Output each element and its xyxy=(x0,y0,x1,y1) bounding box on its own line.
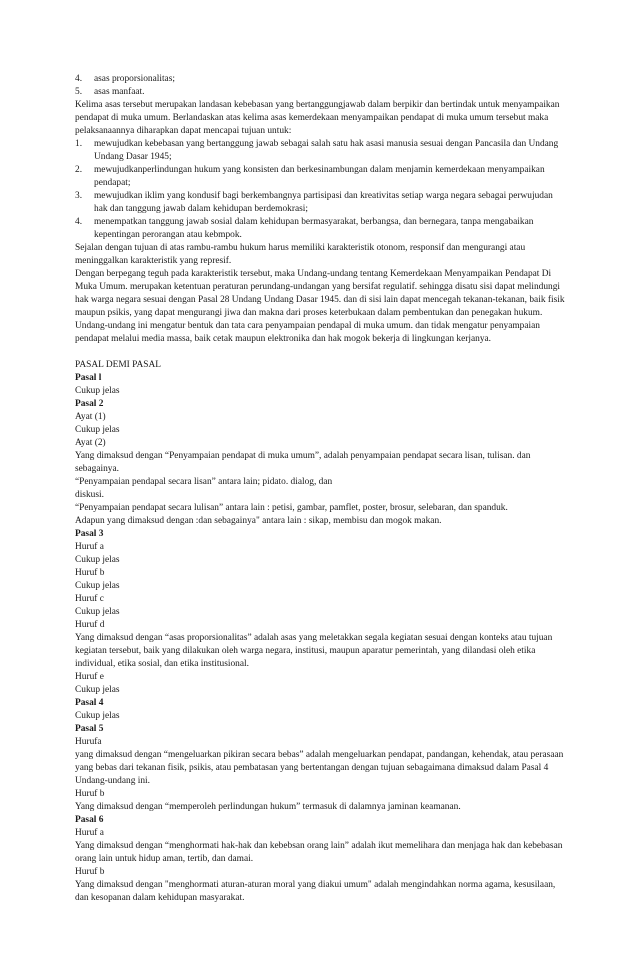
huruf-label: Huruf e xyxy=(75,672,104,682)
pasal-title: Pasal 3 xyxy=(75,529,104,539)
list-item xyxy=(75,164,565,190)
pasal-title: Pasal l xyxy=(75,373,102,383)
huruf-label: Huruf b xyxy=(75,568,105,578)
list-item xyxy=(75,86,565,99)
spacer xyxy=(75,346,565,359)
list-number: 3. xyxy=(75,191,83,201)
list-number: 2. xyxy=(75,165,83,175)
huruf-body: yang dimaksud dengan “mengeluarkan pikiran secara bebas” adalah mengeluarkan pendapat, pandangan, kehendak, atau perasaan yang bebas dari tekanan fisik, psikis, atau pembatasan yang bertentangan dengan tujuan sebagaimana dimaksud dalam Pasal 4 Undang-undang ini. xyxy=(75,750,564,786)
section-heading: PASAL DEMI PASAL xyxy=(75,360,161,370)
ayat-body: Cukup jelas xyxy=(75,425,120,435)
huruf-body: Cukup jelas xyxy=(75,581,120,591)
paragraph-sejalan: Sejalan dengan tujuan di atas rambu-rambu hukum harus memiliki karakteristik otonom, responsif dan mengurangi atau meninggalkan karakteristik yang represif. xyxy=(75,243,526,266)
list-item xyxy=(75,73,565,86)
huruf-label: Huruf d xyxy=(75,620,105,630)
ayat-body: Adapun yang dimaksud dengan :dan sebagainya" antara lain : sikap, membisu dan mogok makan. xyxy=(75,516,442,526)
huruf-label: Huruf b xyxy=(75,789,105,799)
huruf-body: Cukup jelas xyxy=(75,607,120,617)
huruf-label: Hurufa xyxy=(75,737,102,747)
list-text: menempatkan tanggung jawab sosial dalam kehidupan bermasyarakat, berbangsa, dan bernegara, tanpa mengabaikan kepentingan perorangan atau kebmpok. xyxy=(94,217,534,240)
list-item xyxy=(75,190,565,216)
paragraph-undang-undang: Undang-undang ini mengatur bentuk dan tata cara penyampaian pendapal di muka umum. dan tidak mengatur penyampaian pendapat melalui media massa, baik cetak maupun elektronika dan hak mogok bekerja di lingkungan kerjanya. xyxy=(75,321,540,344)
pasal-title: Pasal 6 xyxy=(75,815,104,825)
ayat-body: “Penyampaian pendapal secara lisan” antara lain; pidato. dialog, dan xyxy=(75,477,333,487)
ayat-label: Ayat (1) xyxy=(75,412,106,422)
huruf-body: Cukup jelas xyxy=(75,555,120,565)
pasal-title: Pasal 4 xyxy=(75,698,104,708)
huruf-body: Yang dimaksud dengan "menghormati aturan-aturan moral yang diakui umum" adalah mengindahkan norma agama, kesusilaan, dan kesopanan dalam kehidupan masyarakat. xyxy=(75,880,556,903)
list-item xyxy=(75,138,565,164)
ayat-body: “Penyampaian pendapat secara lulisan” antara lain : petisi, gambar, pamflet, poster, brosur, selebaran, dan spanduk. xyxy=(75,503,508,513)
list-item xyxy=(75,216,565,242)
pasal-body: Cukup jelas xyxy=(75,386,120,396)
list-text: mewujudkan kebebasan yang bertanggung jawab sebagai salah satu hak asasi manusia sesuai dengan Pancasila dan Undang Undang Dasar 1945; xyxy=(94,139,559,162)
list-text: mewujudkan iklim yang kondusif bagi berkembangnya partisipasi dan kreativitas setiap warga negara sebagai perwujudan hak dan tanggung jawab dalam kehidupan berdemokrasi; xyxy=(94,191,553,214)
huruf-body: Cukup jelas xyxy=(75,685,120,695)
list-text: asas manfaat. xyxy=(94,87,145,97)
list-number: 1. xyxy=(75,139,83,149)
ayat-label: Ayat (2) xyxy=(75,438,106,448)
ayat-body: Yang dimaksud dengan “Penyampaian pendapat di muka umum”, adalah penyampaian pendapat secara lisan, tulisan. dan sebagainya. xyxy=(75,451,531,474)
huruf-label: Huruf b xyxy=(75,867,105,877)
huruf-body: Yang dimaksud dengan “menghormati hak-hak dan kebebsan orang lain” adalah ikut memelihara dan menjaga hak dan kebebasan orang lain untuk hidup aman, tertib, dan damai. xyxy=(75,841,563,864)
huruf-body: Yang dimaksud dengan “asas proporsionalitas” adalah asas yang meletakkan segala kegiatan sesuai dengan konteks atau tujuan kegiatan tersebut, baik yang dilakukan oleh warga negara, institusi, maupun aparatur pemerintah, yang dilandasi oleh etika individual, etika sosial, dan etika institusional. xyxy=(75,633,553,669)
document-page xyxy=(75,73,565,905)
paragraph-karakteristik: Dengan berpegang teguh pada karakteristik tersebut, maka Undang-undang tentang Kemerdekaan Menyampaikan Pendapat Di Muka Umum. merupakan ketentuan peraturan perundang-undangan yang bersifat regulatif. sehingga disatu sisi dapat melindungi hak warga negara sesuai dengan Pasal 28 Undang Undang Dasar 1945. dan di sisi lain dapat mencegah tekanan-tekanan, baik fisik maupun psikis, yang dapat mengurangi jiwa dan makna dari proses keterbukaan dalam pembentukan dan penegakan hukum. xyxy=(75,269,565,318)
list-number: 4. xyxy=(75,74,83,84)
huruf-label: Huruf a xyxy=(75,828,104,838)
pasal-title: Pasal 5 xyxy=(75,724,104,734)
list-number: 4. xyxy=(75,217,83,227)
huruf-label: Huruf a xyxy=(75,542,104,552)
list-number: 5. xyxy=(75,87,83,97)
list-text: mewujudkanperlindungan hukum yang konsisten dan berkesinambungan dalam menjamin kemerdekaan menyampaikan pendapat; xyxy=(94,165,545,188)
huruf-body: Yang dimaksud dengan “memperoleh perlindungan hukum” termasuk di dalamnya jaminan keamanan. xyxy=(75,802,461,812)
ayat-body: diskusi. xyxy=(75,490,104,500)
huruf-label: Huruf c xyxy=(75,594,104,604)
list-text: asas proporsionalitas; xyxy=(94,74,175,84)
paragraph-kelima-asas: Kelima asas tersebut merupakan landasan kebebasan yang bertanggungjawab dalam berpikir dan bertindak untuk menyampaikan pendapat di muka umum. Berlandaskan atas kelima asas kemerdekaan menyampaikan pendapat di muka umum tersebut maka pelaksanaannya diharapkan dapat mencapai tujuan untuk: xyxy=(75,100,560,136)
pasal-title: Pasal 2 xyxy=(75,399,104,409)
pasal-body: Cukup jelas xyxy=(75,711,120,721)
